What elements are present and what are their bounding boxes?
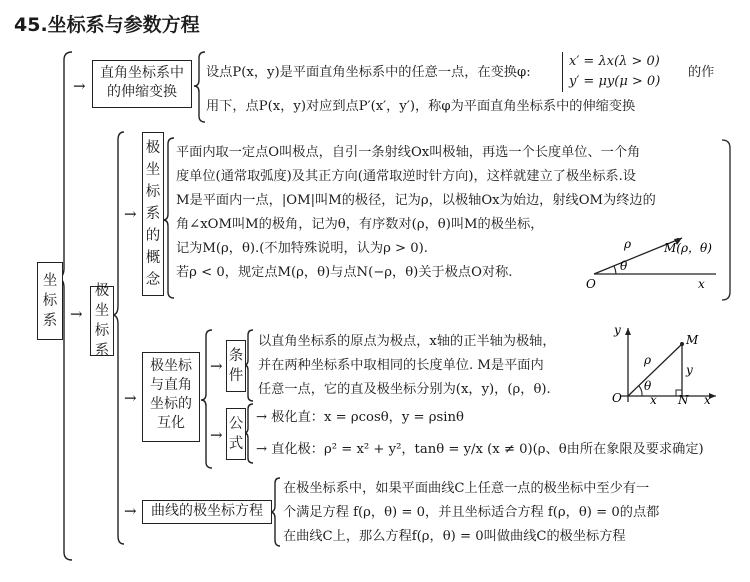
- formula-to-rect: → 极化直：x = ρcosθ，y = ρsinθ: [256, 410, 464, 425]
- polar-node: [90, 283, 114, 359]
- page-title: 45.坐标系与参数方程: [14, 14, 200, 36]
- rect-transform-node: [92, 60, 192, 108]
- diagram-x-axis: x: [704, 393, 711, 404]
- root-node-coordinate-system: [37, 262, 63, 340]
- concept-line-1: 平面内取一定点O叫极点，自引一条射线Ox叫极轴，再选一个长度单位、一个角: [176, 145, 641, 160]
- diagram-o: O: [612, 391, 622, 404]
- curve-line-1: 在极坐标系中，如果平面曲线C上任意一点的极坐标中至少有一: [283, 481, 650, 496]
- condition-line-1: 以直角坐标系的原点为极点，x轴的正半轴为极轴，: [258, 334, 556, 349]
- condition-line-2: 并在两种坐标系中取相同的长度单位. M是平面内: [258, 358, 544, 373]
- convert-node: [142, 352, 200, 442]
- arrow-convert: →: [124, 389, 137, 407]
- concept-diagram-rho: ρ: [624, 237, 632, 251]
- arrow-curve: →: [124, 502, 137, 520]
- root-label: 坐标系: [42, 273, 58, 329]
- arrow-condition: →: [210, 357, 223, 375]
- diagram-y-axis: y: [614, 323, 621, 337]
- concept-line-5: 记为M(ρ，θ).(不加特殊说明，认为ρ > 0).: [176, 241, 428, 256]
- formula-to-polar: → 直化极：ρ² = x² + y²，tanθ = y/x (x ≠ 0)(ρ、θ由所在象限及要求确定): [256, 442, 704, 457]
- polar-label: 极坐标系: [94, 283, 110, 359]
- concept-label: 极坐标系的概念: [145, 140, 161, 288]
- concept-line-3: M是平面内一点，|OM|叫M的极径，记为ρ，以极轴Ox为始边，射线OM为终边的: [176, 193, 656, 208]
- curve-label: 曲线的极坐标方程: [151, 503, 263, 519]
- rect-transform-label: 直角坐标系中的伸缩变换: [100, 65, 184, 100]
- rect-eq1: x′ = λx(λ > 0): [569, 54, 660, 69]
- polar-concept-diagram: [580, 228, 720, 292]
- formula-node: [226, 408, 246, 460]
- arrow-polar: →: [70, 305, 83, 323]
- concept-line-6: 若ρ < 0，规定点M(ρ，θ)与点N(−ρ，θ)关于极点O对称.: [176, 265, 513, 280]
- rect-text-line2: 用下，点P(x，y)对应到点P′(x′，y′)，称φ为平面直角坐标系中的伸缩变换: [206, 99, 636, 114]
- formula-label: 公式: [228, 416, 244, 452]
- concept-line-4: 角∠xOM叫M的极角，记为θ，有序数对(ρ，θ)叫M的极坐标，: [176, 217, 544, 232]
- diagram-n: N: [678, 393, 689, 404]
- diagram-x: x: [650, 393, 657, 404]
- arrow-concept: →: [124, 205, 137, 223]
- concept-node: [142, 132, 164, 296]
- concept-diagram-x: x: [698, 277, 705, 291]
- rect-text-line1: 设点P(x，y)是平面直角坐标系中的任意一点，在变换φ:: [206, 65, 531, 80]
- rect-transform-equations: [562, 52, 660, 92]
- arrow-formula: →: [210, 426, 223, 444]
- arrow-rect: →: [73, 77, 86, 95]
- condition-line-3: 任意一点，它的直及极坐标分别为(x，y)，(ρ，θ).: [258, 382, 551, 397]
- rect-text-line1b: 的作: [688, 65, 715, 80]
- curve-line-3: 在曲线C上，那么方程f(ρ，θ) = 0叫做曲线C的极坐标方程: [283, 529, 626, 544]
- concept-line-2: 度单位(通常取弧度)及其正方向(通常取逆时针方向)，这样就建立了极坐标系.设: [176, 169, 636, 184]
- curve-node: [142, 500, 272, 524]
- condition-node: [226, 340, 246, 392]
- diagram-y: y: [686, 363, 693, 377]
- diagram-m: M: [686, 333, 699, 347]
- diagram-rho: ρ: [644, 353, 652, 367]
- rect-eq2: y′ = μy(μ > 0): [569, 74, 661, 89]
- rect-polar-diagram: [600, 322, 720, 404]
- convert-label: 极坐标与直角坐标的互化: [150, 358, 192, 431]
- concept-diagram-o: O: [586, 277, 596, 291]
- condition-label: 条件: [228, 348, 244, 384]
- concept-diagram-theta: θ: [620, 259, 628, 273]
- concept-diagram-m: M(ρ，θ): [664, 241, 712, 255]
- curve-line-2: 个满足方程 f(ρ，θ) = 0，并且坐标适合方程 f(ρ，θ) = 0的点都: [283, 505, 660, 520]
- diagram-theta: θ: [644, 379, 652, 393]
